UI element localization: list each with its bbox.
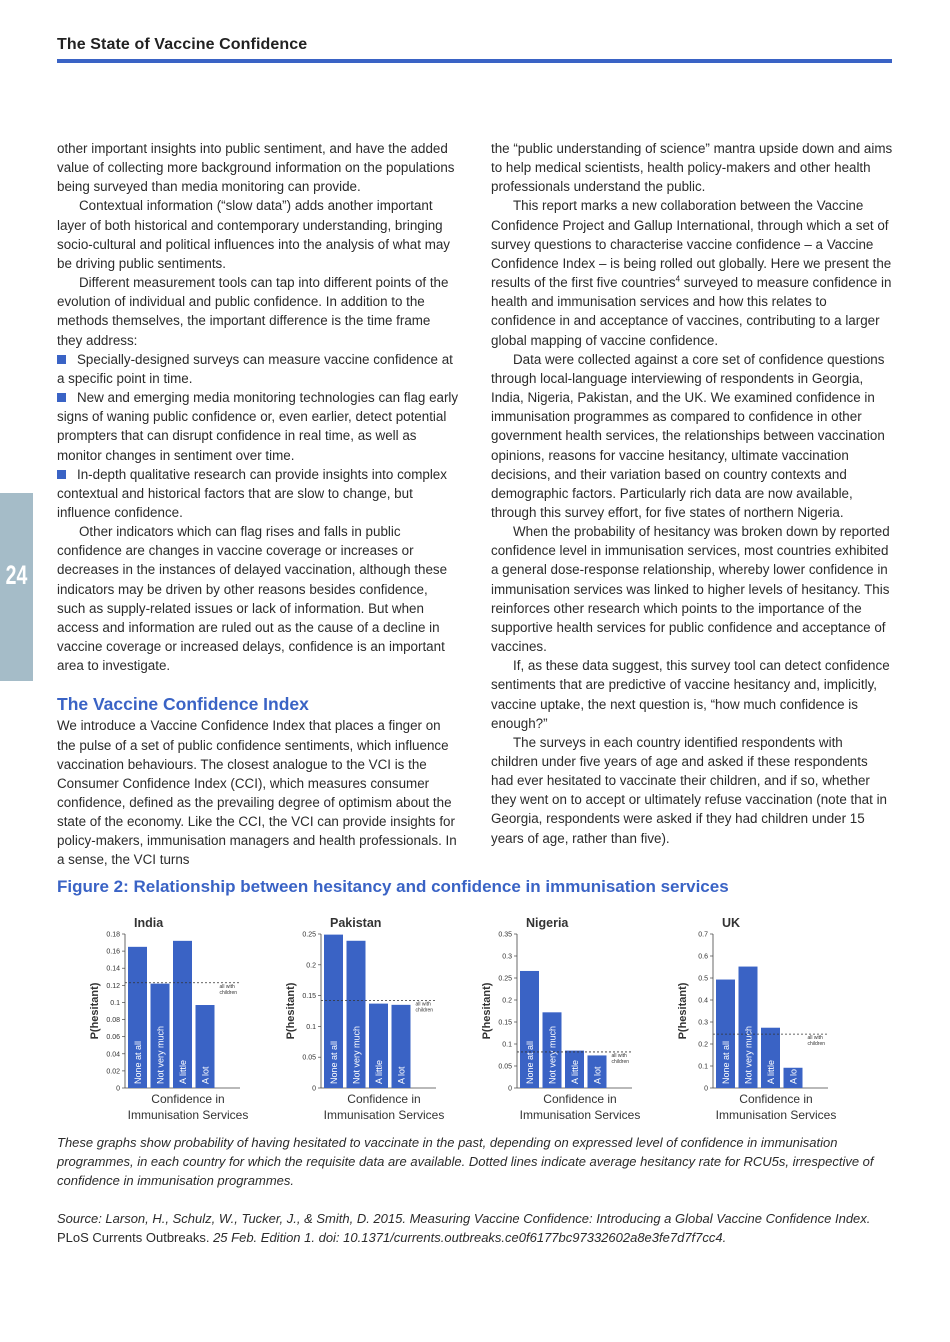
paragraph: Data were collected against a core set of confidence questions through local-language interviewing of respondents in Georgia, India, Nigeria, Pakistan, and the UK. We examined confidence in immunisation programmes as compared to confidence in other government health services, the relationships between vaccination opinions, reasons for vaccine hesitancy, ultimate vaccination decisions, and their variation based on country contexts and demographic factors. Particularly rich data are now available, through this survey effort, for five states of northern Nigeria. (491, 351, 885, 520)
bar-category-label: Not very much (155, 1025, 166, 1084)
source-doi: 25 Feb. Edition 1. doi: 10.1371/currents.outbreaks.ce0f6177bc97332602a8e3fe7d7f7cc4. (213, 1230, 727, 1246)
y-tick-label: 0.5 (698, 975, 708, 983)
bar-category-label: A little (374, 1059, 384, 1084)
y-tick-label: 0.02 (106, 1068, 120, 1076)
figure-source (57, 1209, 897, 1247)
y-tick-label: 0.06 (106, 1034, 120, 1042)
paragraph: Contextual information (“slow data”) adds another important layer of both historical and contemporary understanding, bringing socio-cultural and political influences into the analysis of what may be driving public sentiments. (57, 198, 450, 271)
average-line-label: children (611, 1058, 630, 1065)
y-tick-label: 0.15 (498, 1019, 512, 1027)
bullet-marker (57, 393, 66, 402)
paragraph: other important insights into public sentiment, and have the added value of collecting more background information on the populations being surveyed than media monitoring can provide. (57, 141, 455, 195)
bar-category-label: A little (766, 1059, 776, 1084)
source-journal: PLoS Currents Outbreaks. (57, 1230, 214, 1246)
chart-title: India (134, 916, 164, 930)
average-line-label: children (415, 1007, 434, 1014)
y-tick-label: 0.4 (698, 997, 708, 1005)
y-tick-label: 0.3 (698, 1019, 708, 1027)
header-rule (57, 59, 892, 63)
paragraph-text: surveyed to measure confidence in health and immunisation services and how this relates to confidence in and acceptance of vaccines, contributing to a larger global mapping of vaccine confidence. (491, 275, 892, 348)
footnote-ref: 4 (675, 274, 681, 284)
y-tick-label: 0.2 (306, 962, 316, 970)
bar-category-label: None at all (329, 1040, 339, 1084)
average-line-label: all with (415, 1001, 431, 1008)
bar-category-label: A lot (592, 1066, 603, 1084)
bullet-item (57, 350, 459, 388)
y-tick-label: 0 (116, 1085, 120, 1093)
chart-title: Pakistan (330, 916, 382, 930)
y-tick-label: 0.1 (502, 1041, 512, 1049)
figure-charts (0, 905, 950, 1130)
paragraph: We introduce a Vaccine Confidence Index that places a finger on the pulse of a set of public confidence sentiments, which influence vaccination behaviours. The closest analogue to the VCI is the Consumer Confidence Index (CCI), which measures consumer confidence, defined as the prevailing degree of optimism about the state of the economy. Like the CCI, the VCI can provide insights for policy-makers, immunisation managers and health professionals. In a sense, the VCI turns (57, 718, 457, 868)
x-axis-label: Immunisation Services (519, 1108, 641, 1122)
bullet-text: New and emerging media monitoring technologies can flag early signs of waning public confidence or, even earlier, detect potential prompters that can disrupt confidence in real time, as well as monitor changes in sentiment over time. (57, 390, 459, 463)
bar-category-label: Not very much (351, 1025, 362, 1084)
x-axis-label: Immunisation Services (323, 1108, 445, 1122)
running-header: The State of Vaccine Confidence (57, 36, 308, 53)
source-citation: Source: Larson, H., Schulz, W., Tucker, J., & Smith, D. 2015. Measuring Vaccine Confidence: Introducing a Global Vaccine Confidence Index. (57, 1211, 871, 1226)
paragraph: The surveys in each country identified respondents with children under five years of age and asked if these respondents had ever hesitated to vaccinate their children, and if so, whether they went on to accept or ultimately refuse vaccination (note that in Georgia, respondents were asked if they had children under 15 years of age, rather than five). (491, 734, 887, 846)
y-tick-label: 0 (508, 1085, 512, 1093)
bullet-item (57, 388, 459, 465)
y-tick-label: 0 (704, 1085, 708, 1093)
y-tick-label: 0.1 (698, 1063, 708, 1071)
bullet-text: Specially-designed surveys can measure vaccine confidence at a specific point in time. (57, 351, 453, 386)
y-tick-label: 0.05 (498, 1063, 512, 1071)
y-tick-label: 0 (312, 1085, 316, 1093)
y-tick-label: 0.14 (106, 965, 120, 973)
chart-title: Nigeria (526, 916, 569, 930)
paragraph (491, 196, 893, 349)
x-axis-label: Confidence in (347, 1092, 421, 1106)
y-tick-label: 0.08 (106, 1017, 120, 1025)
chart-title: UK (722, 916, 741, 930)
y-tick-label: 0.16 (106, 948, 120, 956)
average-line-label: all with (219, 983, 235, 990)
x-axis-label: Immunisation Services (715, 1108, 837, 1122)
bar-category-label: None at all (525, 1040, 535, 1084)
bar-category-label: Not very much (547, 1025, 558, 1084)
average-line-label: all with (807, 1035, 823, 1042)
y-axis-label: P(hesitant) (285, 982, 297, 1040)
bar-category-label: A lo (788, 1068, 799, 1084)
left-column (57, 139, 459, 870)
bar-category-label: A little (178, 1059, 188, 1084)
bar-category-label: A little (570, 1059, 580, 1084)
bullet-text: In-depth qualitative research can provide insights into complex contextual and historical factors that are slow to change, but influence confidence. (57, 466, 447, 520)
y-tick-label: 0.35 (498, 931, 512, 939)
y-axis-label: P(hesitant) (89, 982, 101, 1040)
y-tick-label: 0.2 (698, 1041, 708, 1049)
figure-title: Figure 2: Relationship between hesitancy and confidence in immunisation services (57, 877, 729, 896)
y-tick-label: 0.25 (498, 975, 512, 983)
y-tick-label: 0.3 (502, 953, 512, 961)
average-line-label: children (219, 989, 238, 996)
bullet-item (57, 465, 459, 522)
bullet-marker (57, 470, 66, 479)
y-tick-label: 0.04 (106, 1051, 120, 1059)
page-number: 24 (5, 560, 28, 590)
bullet-marker (57, 355, 66, 364)
bar-category-label: A lot (200, 1066, 211, 1084)
paragraph: When the probability of hesitancy was broken down by reported confidence level in immunisation services, most countries exhibited a general dose-response relationship, whereby lower confidence in immunisation services was linked to higher levels of hesitancy. This reinforces other research which points to the importance of the supportive health services for public confidence and acceptance of vaccines. (491, 524, 890, 655)
y-tick-label: 0.2 (502, 997, 512, 1005)
bar-category-label: None at all (721, 1040, 731, 1084)
y-tick-label: 0.18 (106, 931, 120, 939)
y-tick-label: 0.25 (302, 931, 316, 939)
paragraph: the “public understanding of science” mantra upside down and aims to help medical scientists, health policy-makers and other health professionals understand the public. (491, 141, 893, 195)
figure-caption: These graphs show probability of having hesitated to vaccinate in the past, depending on expressed level of confidence in immunisation programmes, in each country for which the requisite data are available. Dotted lines indicate average hesitancy rate for RCU5s, irrespective of confidence in immunisation programmes. (57, 1135, 874, 1189)
paragraph: If, as these data suggest, this survey tool can detect confidence sentiments that are predictive of vaccine hesitancy and, implicitly, vaccine uptake, the next question is, “how much confidence is enough?” (491, 658, 890, 731)
x-axis-label: Confidence in (543, 1092, 617, 1106)
paragraph: Other indicators which can flag rises and falls in public confidence are changes in vaccine coverage or increases or decreases in the instances of delayed vaccination, although these indicators may be driven by other reasons besides confidence, such as supply-related issues or lack of information. But when access and information are ruled out as the cause of a decline in vaccine coverage or increased delays, confidence is an important area to investigate. (57, 524, 448, 674)
y-tick-label: 0.15 (302, 993, 316, 1001)
right-column (491, 139, 893, 848)
y-axis-label: P(hesitant) (677, 982, 689, 1040)
x-axis-label: Confidence in (151, 1092, 225, 1106)
paragraph: Different measurement tools can tap into different points of the evolution of individual and public confidence. In addition to the methods themselves, the important difference is the time frame they address: (57, 275, 449, 348)
y-axis-label: P(hesitant) (481, 982, 493, 1040)
y-tick-label: 0.7 (698, 931, 708, 939)
y-tick-label: 0.6 (698, 953, 708, 961)
bar-category-label: None at all (133, 1040, 143, 1084)
x-axis-label: Confidence in (739, 1092, 813, 1106)
average-line-label: children (807, 1041, 826, 1048)
bar-category-label: A lot (396, 1066, 407, 1084)
y-tick-label: 0.12 (106, 982, 120, 990)
section-heading: The Vaccine Confidence Index (57, 694, 309, 715)
y-tick-label: 0.1 (110, 999, 120, 1007)
paragraph-text: This report marks a new collaboration between the Vaccine Confidence Project and Gallup International, through which a set of survey questions to characterise vaccine confidence – a Vaccine Confidence Index – is being rolled out globally. Here we present the results of the first five countries (491, 198, 892, 291)
y-tick-label: 0.05 (302, 1054, 316, 1062)
y-tick-label: 0.1 (306, 1023, 316, 1031)
bar-category-label: Not very much (743, 1025, 754, 1084)
average-line-label: all with (611, 1052, 627, 1059)
x-axis-label: Immunisation Services (127, 1108, 249, 1122)
